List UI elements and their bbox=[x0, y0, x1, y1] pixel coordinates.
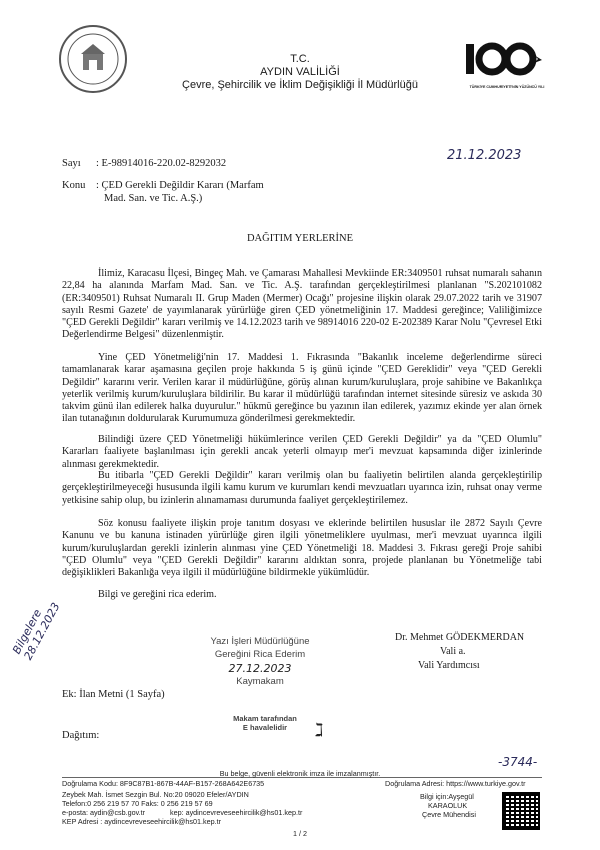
page-number: 1 / 2 bbox=[293, 829, 307, 838]
konu-line1: : ÇED Gerekli Değildir Kararı (Marfam bbox=[96, 180, 264, 191]
centenary-logo bbox=[462, 40, 552, 90]
stamp-date: 27.12.2023 bbox=[228, 662, 292, 675]
konu-line2: Mad. San. ve Tic. A.Ş.) bbox=[104, 193, 203, 204]
header-directorate: Çevre, Şehircilik ve İklim Değişikliği İl Müdürlüğü bbox=[182, 79, 418, 91]
stamp-line2: Gereğini Rica Ederim bbox=[214, 649, 306, 660]
header-tc: T.C. bbox=[290, 53, 310, 65]
footer-dogrulama-kodu: Doğrulama Kodu: 8F9C87B1-867B-44AF-B157-268A642E6735 bbox=[62, 779, 265, 788]
corner-note: -3744- bbox=[498, 755, 538, 769]
paragraph-5: Söz konusu faaliyete ilişkin proje tanıtım dosyası ve eklerinde belirtilen hususlar ile 2872 Sayılı Çevre Kanunu ve bu kanuna istinaden yürürlüğe giren ilgili yönetmeliklere uyulması, mer'i mevzuat uyarınca ilgili kurum/kuruluşlardan gerekli izinlerin alınması yine ÇED Yönetmeliği 18. Maddesi 3. Fıkrası gereği Proje sahibi "ÇED Olumlu" veya "ÇED Gerekli Değildir" kararını aldıktan sonra, projede planlanan bu Yönetmeliğe tabi değişiklikleri Bakanlığa veya ilgili il müdürlüğüne bildirmekle yükümlüdür. bbox=[62, 518, 542, 578]
stamp-line1: Yazı İşleri Müdürlüğüne bbox=[210, 636, 310, 647]
margin-note: Bilgelere 28.12.2023 bbox=[10, 600, 63, 663]
stamp-role: Kaymakam bbox=[236, 676, 284, 687]
handwritten-date: 21.12.2023 bbox=[447, 148, 522, 163]
routing-stamp bbox=[185, 636, 335, 687]
ek-line: Ek: İlan Metni (1 Sayfa) bbox=[62, 689, 165, 700]
centenary-caption: TÜRKİYE CUMHURİYETİ'NİN YÜZÜNCÜ YILI bbox=[469, 85, 545, 89]
header-governorship: AYDIN VALİLİĞİ bbox=[260, 66, 340, 78]
sayi-value: : E-98914016-220.02-8292032 bbox=[96, 158, 227, 169]
makam-stamp bbox=[225, 714, 305, 732]
paragraph-2: Yine ÇED Yönetmeliği'nin 17. Maddesi 1. Fıkrasında "Bakanlık inceleme değerlendirme süreci tamamlanarak karar aşamasına geçilen proje hakkında 5 iş günü içinde "ÇED Gereklidir" veya "ÇED Gerekli Değildir" kararını verir. Verilen karar il müdürlüğüne, görüş alınan kurum/kuruluşlara, proje sahibine ve Bakanlıkça yeterlik verilmiş kurum/kuruluşlara bildirilir. Bu karar il müdürlüğü tarafından internet sitesinde süresiz ve askıda 30 takvim günü ilan edilerek halka duyurulur." hükmü gereğince bu yazının ilan edilerek, yazımız ekinde yer alan örnek ilan tutanağının doldurularak Kurumumuza gönderilmesi gerekmektedir. bbox=[62, 352, 542, 425]
signatory-title1: Vali a. bbox=[440, 646, 466, 657]
sayi-label: Sayı bbox=[62, 158, 81, 169]
konu-label: Konu bbox=[62, 180, 86, 191]
footer-info1: Bilgi için:Ayşegül bbox=[420, 792, 474, 801]
signatory-name: Dr. Mehmet GÖDEKMERDAN bbox=[395, 632, 525, 643]
footer-email[interactable]: e-posta: aydin@csb.gov.tr bbox=[62, 808, 146, 817]
footer-info2: KARAOLUK bbox=[428, 801, 468, 810]
dagitim-label: Dağıtım: bbox=[62, 730, 100, 741]
closing-line: Bilgi ve gereğini rica ederim. bbox=[98, 589, 217, 600]
footer-notice: Bu belge, güvenli elektronik imza ile imzalanmıştır. bbox=[219, 769, 381, 778]
stamp-line4: E havalelidir bbox=[242, 723, 288, 732]
paragraph-3: Bilindiği üzere ÇED Yönetmeliği hükümlerince verilen ÇED Gerekli Değildir" ya da "ÇED Olumlu" Kararları faaliyete başlanılması için gerekli ancak yeterli olmayıp mer'i mevzuat kapsamında diğer izinlerinde alınması gerekmektedir. bbox=[62, 434, 542, 470]
paragraph-1: İlimiz, Karacasu İlçesi, Bingeç Mah. ve Çamarası Mahallesi Mevkiinde ER:3409501 ruhsat numaralı sahanın 22,84 ha alanında Marfam Mad. San. ve Tic. A.Ş. tarafından gerçekleştirilmesi planlanan "S.202101082 (ER:3409501) Ruhsat Numaralı II. Grup Maden (Mermer) Ocağı" projesine ilişkin olarak 29.07.2022 tarih ve 31907 sayılı Resmi Gazete' de yayımlanarak yürürlüğe giren ÇED yönetmeliğinin 17. Maddesi gereğince; Valiliğimizce "ÇED Gerekli Değildir" kararı verilmiş ve 14.12.2023 tarih ve 98914016 220-02 E-202389 Karar Nolu "Çevresel Etki Değerlendirme Belgesi" düzenlenmiştir. bbox=[62, 268, 542, 341]
footer-phone: Telefon:0 256 219 57 70 Faks: 0 256 219 57 69 bbox=[62, 799, 213, 808]
distribution-title: DAĞITIM YERLERİNE bbox=[246, 233, 354, 244]
qr-code bbox=[502, 792, 540, 830]
footer-dogrulama-adresi[interactable]: Doğrulama Adresi: https://www.turkiye.gov.tr bbox=[385, 779, 526, 788]
signatory-title2: Vali Yardımcısı bbox=[418, 660, 480, 671]
signature-scribble: ℷ bbox=[315, 720, 324, 741]
paragraph-4: Bu itibarla "ÇED Gerekli Değildir" kararı verilmiş olan bu faaliyetin belirtilen alanda gerçekleştirilip gerçekleştirilmeyeceği hususunda ilgili kamu kurum ve kurumları kendi mevzuatları uyarınca izin, ruhsat onay verme yetkisine sahip olup, bu izinlerin alınamaması durumunda faaliyet gerçekleştirilemez. bbox=[62, 470, 542, 506]
footer-kep-address[interactable]: KEP Adresi : aydincevreveseehircilik@hs01.kep.tr bbox=[62, 817, 221, 826]
footer-info3: Çevre Mühendisi bbox=[422, 810, 476, 819]
stamp-line3: Makam tarafından bbox=[233, 714, 297, 723]
footer-kep[interactable]: kep: aydincevreveseehircilik@hs01.kep.tr bbox=[170, 808, 303, 817]
footer-address: Zeybek Mah. İsmet Sezgin Bul. No:20 09020 Efeler/AYDIN bbox=[62, 790, 249, 799]
